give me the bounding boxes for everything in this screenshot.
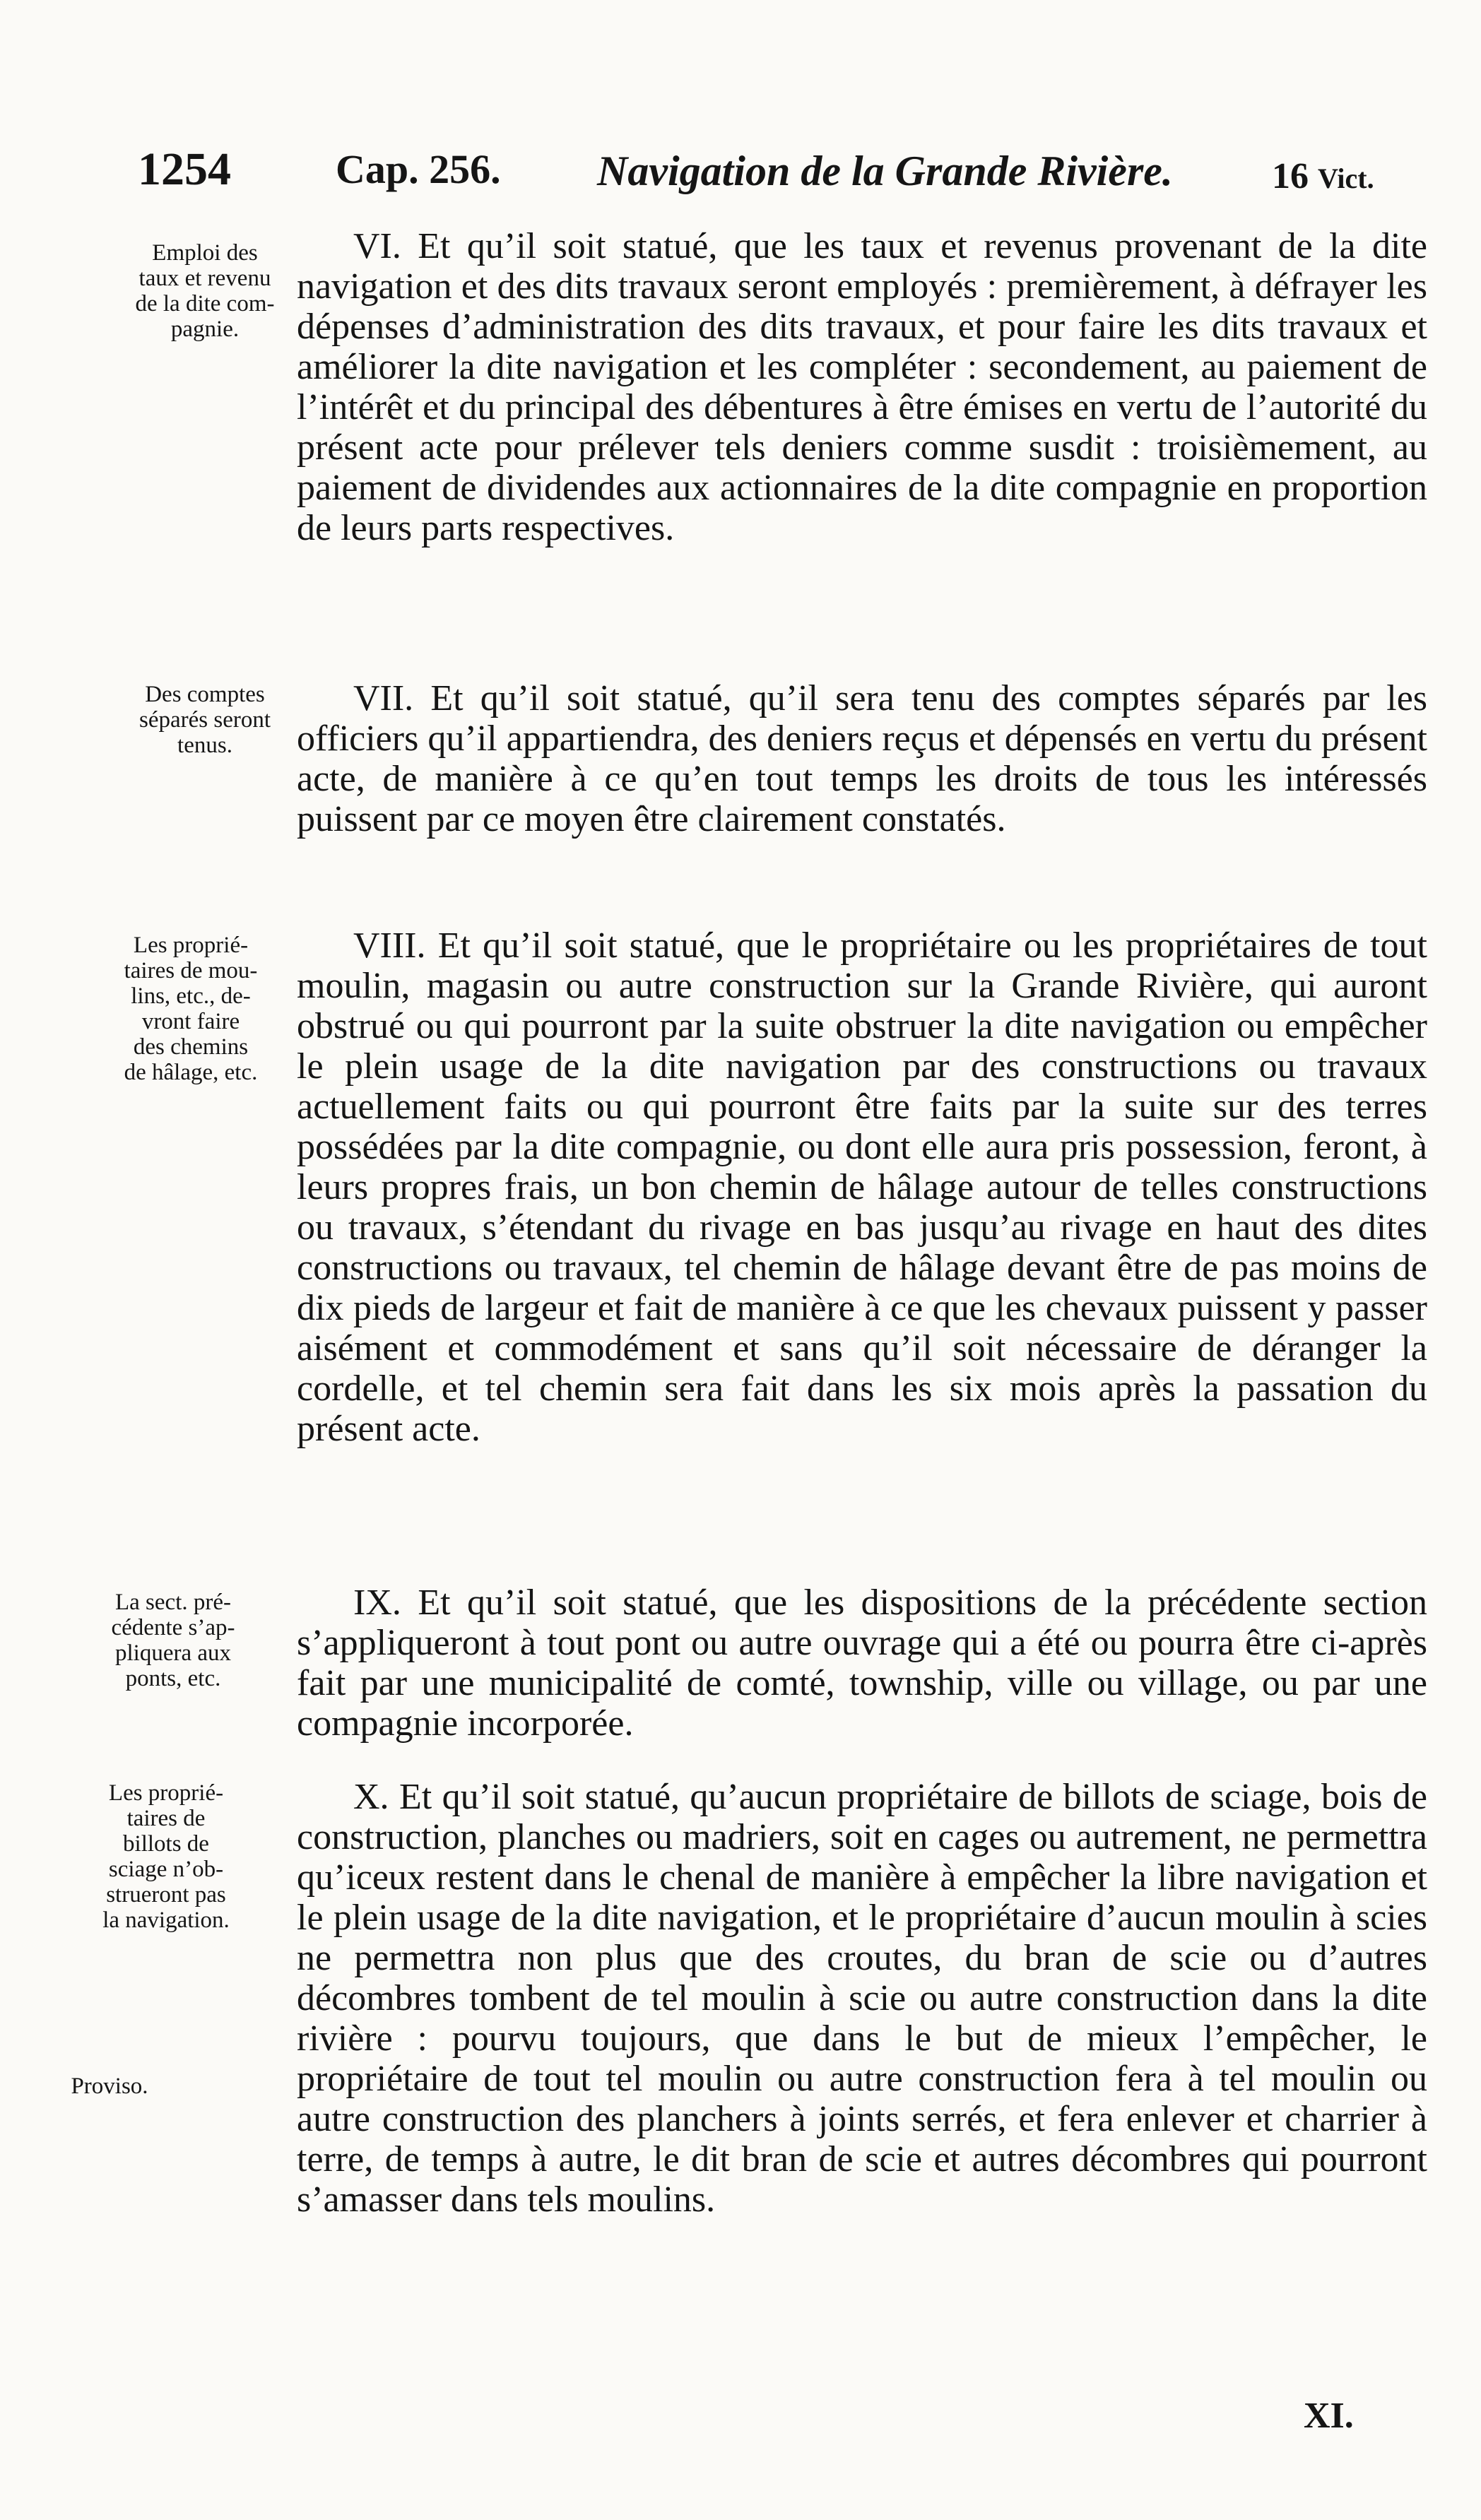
- section-number: VI.: [353, 226, 401, 266]
- section-text: Et qu’il soit statué, que le propriétaire ou les propriétaires de tout moulin, magasin ou autre construction sur la Grande Rivière, qui auront obstrué ou qui pourront par la suite obstruer la dite navigation ou empêcher le plein usage de la dite navigation par des constructions ou travaux actuellement faits ou qui pourront être faits par la suite sur des terres possédées par la dite compagnie, ou dont elle aura pris possession, feront, à leurs propres frais, un bon chemin de hâlage autour de telles constructions ou travaux, s’étendant du rivage en bas jusqu’au rivage en haut des dites constructions ou travaux, tel chemin de hâlage devant être de pas moins de dix pieds de largeur et fait de manière à ce que les chevaux puissent y passer aisément et commodément et sans qu’il soit nécessaire de déranger la cordelle, et tel chemin sera fait dans les six mois après la passation du présent acte.: [297, 925, 1427, 1449]
- section-vi: [297, 226, 1427, 548]
- margin-note-proviso: Proviso.: [71, 2074, 148, 2099]
- margin-note-x: Les proprié- taires de billots de sciage n’ob- strueront pas la navigation.: [102, 1780, 230, 1933]
- margin-note-ix: La sect. pré- cédente s’ap- pliquera aux ponts, etc.: [111, 1590, 235, 1691]
- catchword: XI.: [1304, 2396, 1354, 2436]
- section-viii: [297, 925, 1427, 1449]
- section-x: [297, 1777, 1427, 2220]
- regnal-year: 16 Vict.: [1272, 156, 1374, 196]
- margin-note-vii: Des comptes séparés seront tenus.: [138, 682, 271, 758]
- section-number: IX.: [353, 1583, 401, 1623]
- section-number: VIII.: [353, 925, 426, 966]
- margin-note-viii: Les proprié- taires de mou- lins, etc., de- vront faire des chemins de hâlage, etc.: [124, 933, 258, 1085]
- section-number: VII.: [353, 678, 414, 718]
- chapter-label: Cap. 256.: [336, 146, 501, 192]
- section-text: Et qu’il soit statué, que les taux et revenus provenant de la dite navigation et des dits travaux seront employés : premièrement, à défrayer les dépenses d’administration des dits travaux, et pour faire les dits travaux et améliorer la dite navigation et les compléter : secondement, au paiement de l’intérêt et du principal des débentures à être émises en vertu de l’autorité du présent acte pour prélever tels deniers comme susdit : troisièmement, au paiement de dividendes aux actionnaires de la dite compagnie en proportion de leurs parts respectives.: [297, 226, 1428, 548]
- section-text: Et qu’il soit statué, qu’aucun propriétaire de billots de sciage, bois de construction, planches ou madriers, soit en cages ou autrement, ne permettra qu’iceux restent dans le chenal de manière à empêcher la libre navigation et le plein usage de la dite navigation, et le propriétaire d’aucun moulin à scies ne permettra non plus que des croutes, du bran de scie ou d’autres décombres tombent de tel moulin à scie ou autre construction dans la dite rivière : pourvu toujours, que dans le but de mieux l’empêcher, le propriétaire de tout tel moulin ou autre construction fera à tel moulin ou autre construction des planchers à joints serrés, et fera enlever et charrier à terre, de temps à autre, le dit bran de scie et autres décombres qui pourront s’amasser dans tels moulins.: [297, 1777, 1428, 2220]
- running-title: Navigation de la Grande Rivière.: [597, 148, 1173, 194]
- margin-note-vi: Emploi des taux et revenu de la dite com- pagnie.: [135, 240, 275, 342]
- section-text: Et qu’il soit statué, qu’il sera tenu des comptes séparés par les officiers qu’il appartiendra, des deniers reçus et dépensés en vertu du présent acte, de manière à ce qu’en tout temps les droits de tous les intéressés puissent par ce moyen être clairement constatés.: [297, 678, 1428, 839]
- section-vii: [297, 678, 1427, 839]
- running-header: [138, 134, 1438, 212]
- page-number: 1254: [138, 143, 231, 195]
- section-ix: [297, 1583, 1427, 1744]
- section-number: X.: [353, 1777, 389, 1817]
- section-text: Et qu’il soit statué, que les dispositions de la précédente section s’appliqueront à tout pont ou autre ouvrage qui a été ou pourra être ci-après fait par une municipalité de comté, township, ville ou village, ou par une compagnie incorporée.: [297, 1583, 1428, 1744]
